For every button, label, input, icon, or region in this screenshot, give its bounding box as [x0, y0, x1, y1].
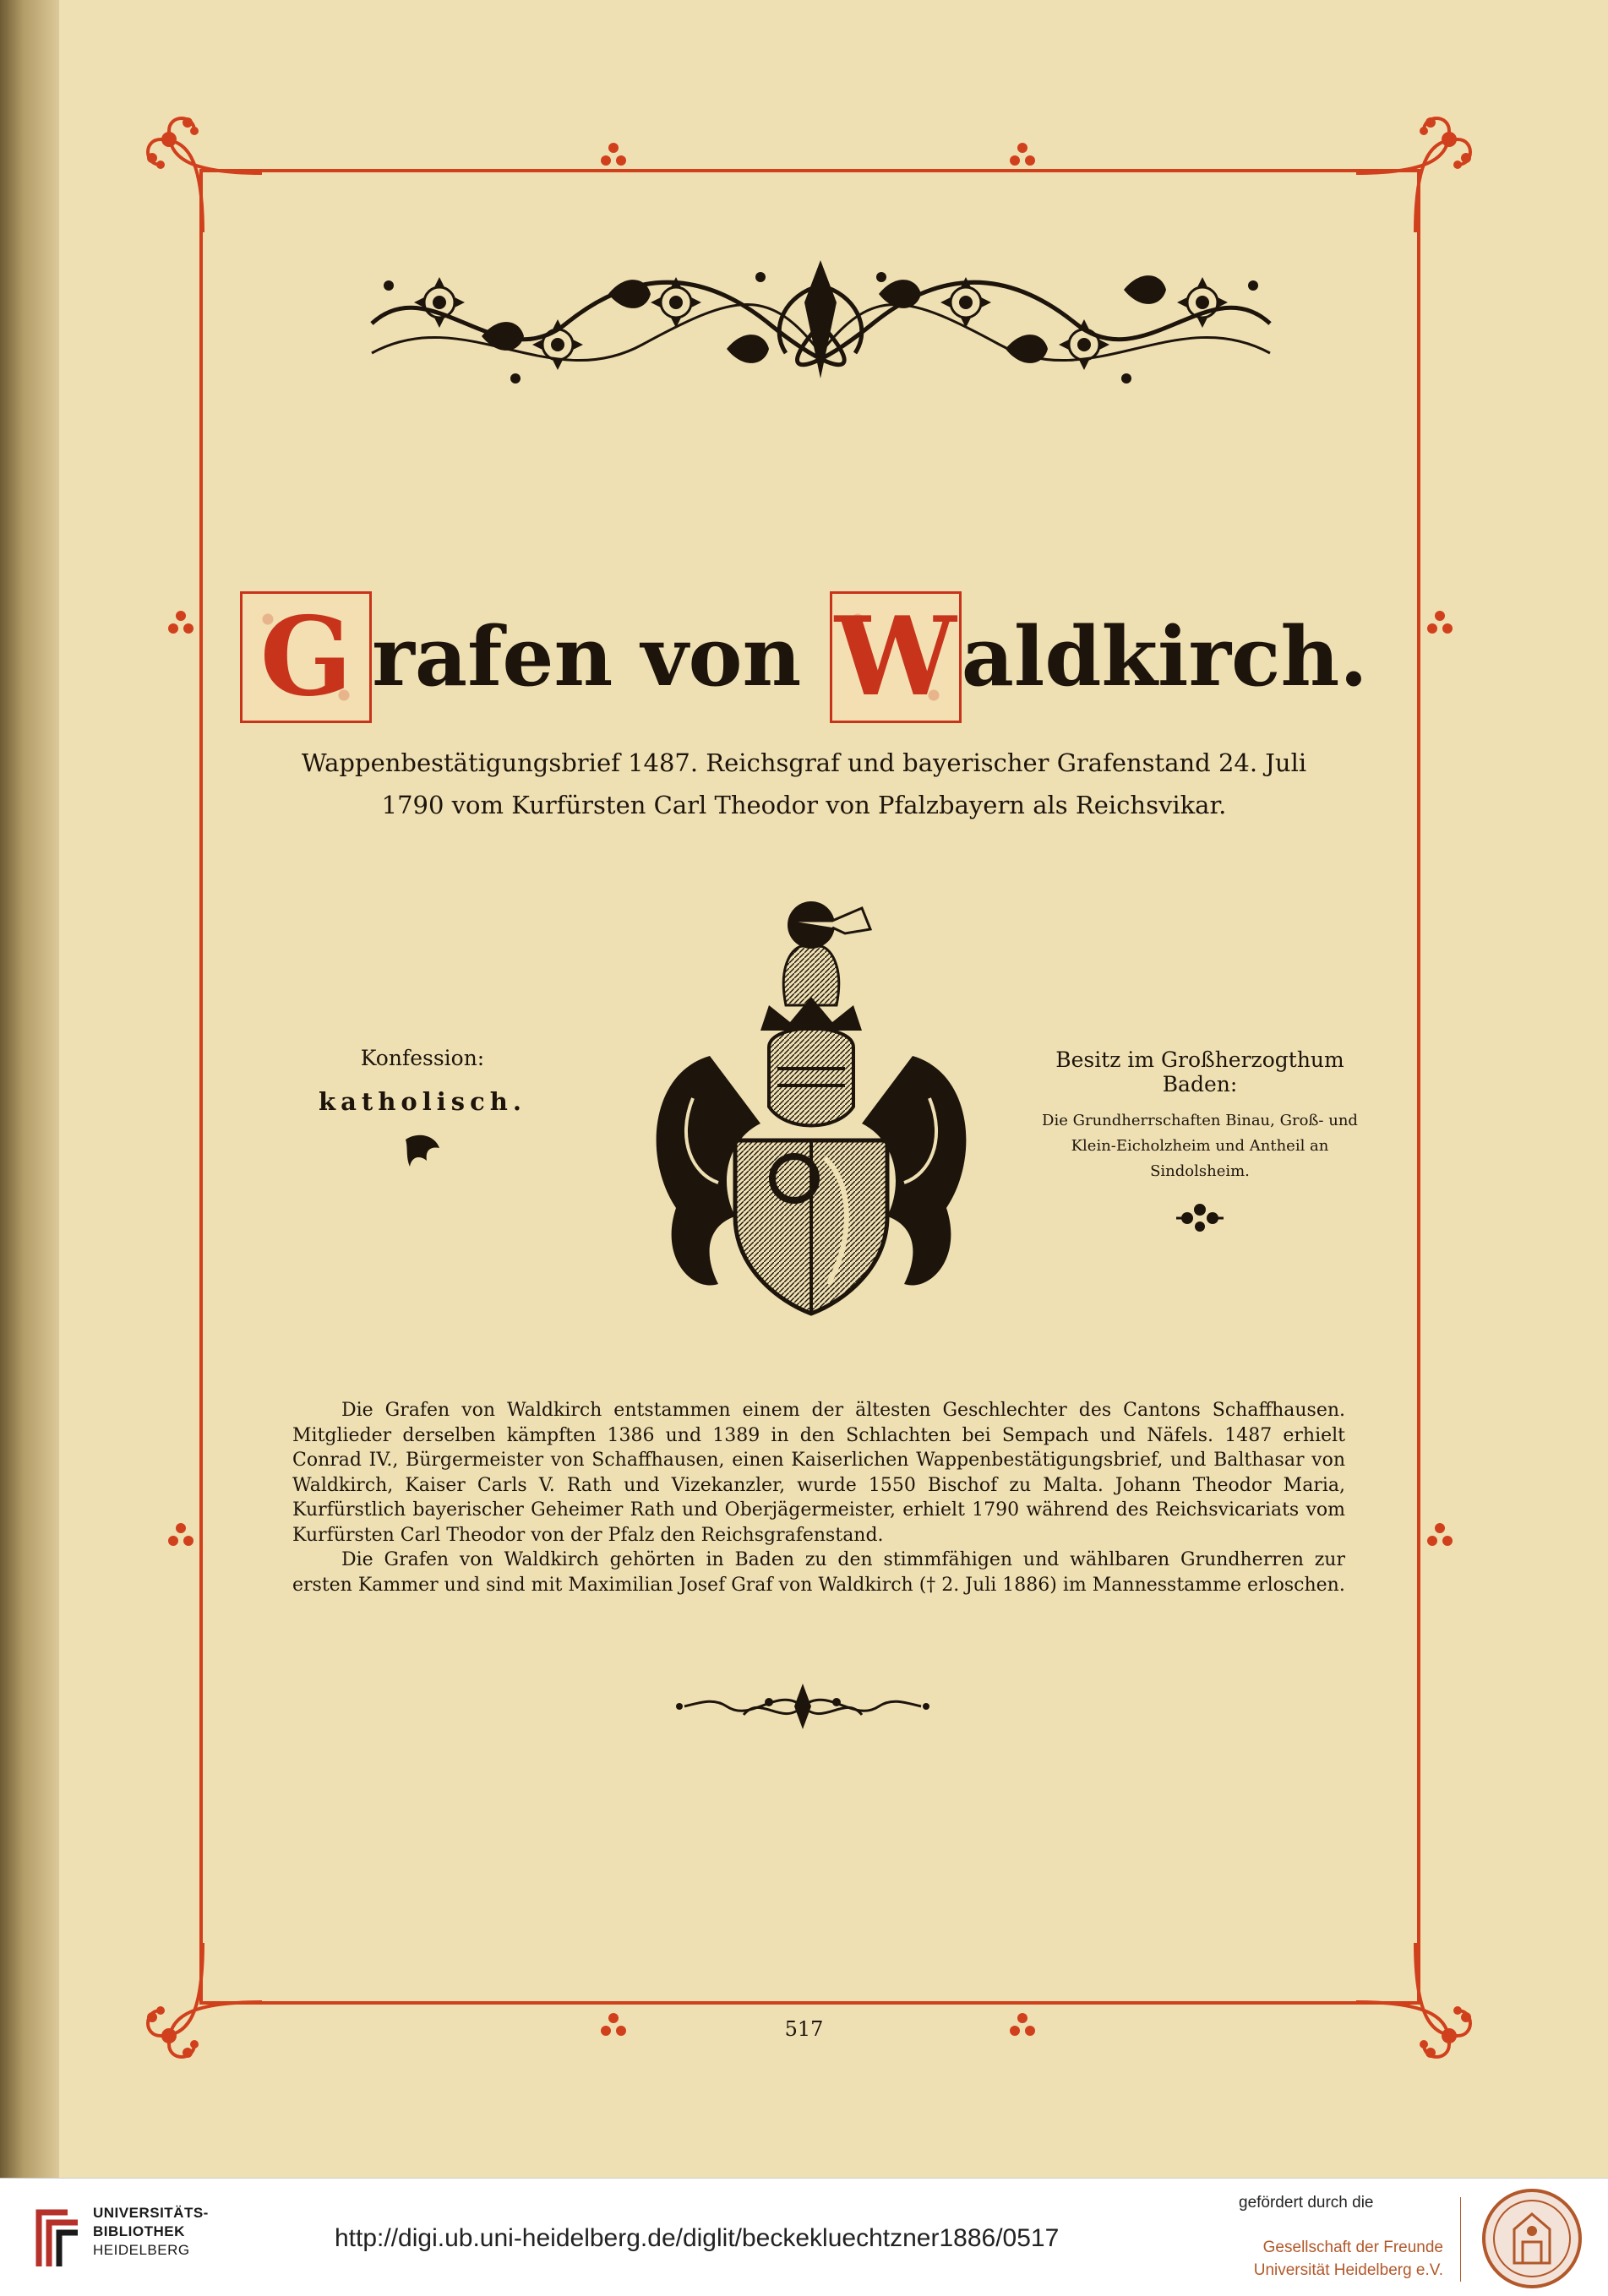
corner-flourish-bottom-left-icon — [135, 1934, 270, 2070]
title-initial-g: G — [240, 591, 372, 723]
university-seal-icon — [1480, 2187, 1583, 2290]
konfession-label: Konfession: — [360, 1046, 485, 1070]
konfession-section — [296, 1046, 549, 1170]
title-text-part-2: aldkirch. — [961, 609, 1368, 705]
trefoil-right-lower-icon — [1425, 1521, 1455, 1551]
sponsor-divider — [1460, 2197, 1461, 2282]
konfession-value: katholisch. — [319, 1087, 526, 1116]
vignette-ornament — [668, 1677, 938, 1736]
coat-of-arms-icon — [642, 887, 980, 1326]
besitz-section — [1027, 1047, 1373, 1235]
document-url[interactable]: http://digi.ub.uni-heidelberg.de/diglit/beckekluechtzner1886/0517 — [335, 2224, 1060, 2252]
besitz-text: Die Grundherrschaften Binau, Groß- und Klein-Eicholzheim und Antheil an Sindolsheim. — [1042, 1112, 1358, 1180]
sponsor-intro: gefördert durch die — [1239, 2194, 1374, 2212]
trefoil-top-left-icon — [598, 140, 629, 171]
sponsor-name-line-2: Universität Heidelberg e.V. — [1253, 2261, 1443, 2279]
library-logo-icon — [34, 2204, 83, 2272]
subtitle: Wappenbestätigungsbrief 1487. Reichsgraf und bayerischer Grafenstand 24. Juli 1790 vom Kurfürsten Carl Theodor von Pfalzbayern als Reichsvikar. — [301, 748, 1307, 819]
fleuron-icon — [401, 1131, 444, 1170]
trefoil-left-lower-icon — [166, 1521, 196, 1551]
corner-flourish-bottom-right-icon — [1348, 1934, 1483, 2070]
library-name — [93, 2204, 209, 2260]
page-number: 517 — [784, 2017, 824, 2041]
title-initial-w: W — [830, 591, 962, 723]
paragraph-2: Die Grafen von Waldkirch gehörten in Baden zu den stimmfähigen und wählbaren Grundherren zur ersten Kammer und sind mit Maximilian Josef Graf von Waldkirch († 2. Juli 1886) im Mannesstamme erloschen. — [292, 1549, 1345, 1596]
library-name-line-3: HEIDELBERG — [93, 2242, 190, 2258]
trefoil-top-right-icon — [1007, 140, 1038, 171]
book-spine-shadow — [0, 0, 59, 2178]
corner-flourish-top-right-icon — [1348, 106, 1483, 241]
sponsor-name-line-1: Gesellschaft der Freunde — [1262, 2239, 1443, 2256]
sponsor-name — [1225, 2236, 1443, 2282]
header-ornament-band — [363, 252, 1278, 395]
besitz-label: Besitz im Großherzogthum Baden: — [1055, 1047, 1344, 1096]
library-name-line-1: UNIVERSITÄTS- — [93, 2205, 209, 2221]
body-text — [292, 1398, 1345, 1597]
fleuron-right-icon — [1175, 1201, 1225, 1235]
digitization-footer — [0, 2178, 1608, 2296]
library-name-line-2: BIBLIOTHEK — [93, 2223, 185, 2239]
page-title — [0, 591, 1608, 723]
title-text-part-1: rafen von — [372, 609, 830, 705]
corner-flourish-top-left-icon — [135, 106, 270, 241]
paragraph-1: Die Grafen von Waldkirch entstammen einem der ältesten Geschlechter des Cantons Schaffhausen. Mitglieder derselben kämpften 1386 und 1389 in den Schlachten bei Sempach und Näfels. 1487 erhielt Conrad IV., Bürgermeister von Schaffhausen, einen Kaiserlichen Wappenbestätigungsbrief, und Balthasar von Waldkirch, Kaiser Carls V. Rath und Vizekanzler, wurde 1550 Bischof zu Malta. Johann Theodor Maria, Kurfürstlich bayerischer Geheimer Rath und Oberjägermeister, erhielt 1790 während des Reichsvicariats vom Kurfürsten Carl Theodor von der Pfalz den Reichsgrafenstand. — [292, 1400, 1345, 1546]
